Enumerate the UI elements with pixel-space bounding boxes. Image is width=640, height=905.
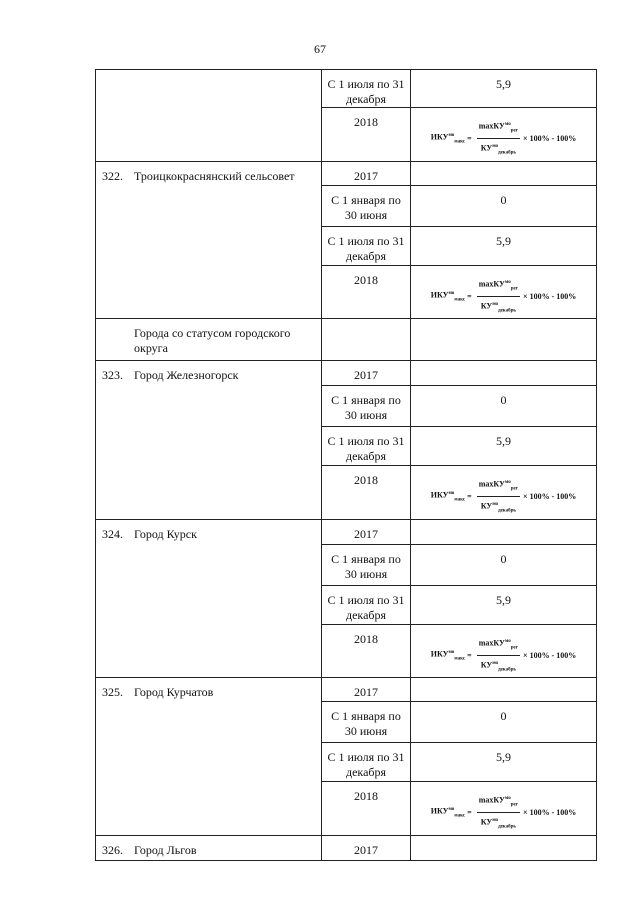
value-cell: [411, 519, 597, 544]
period-cell: [322, 743, 411, 782]
formula-numerator: maxКУ$^{мо}_{рег}$: [477, 634, 520, 656]
period-text: 2018: [354, 631, 378, 646]
formula-tail: × 100% - 100%: [523, 134, 577, 144]
value-text: 5,9: [496, 77, 511, 91]
value-text: 0: [500, 709, 507, 723]
municipality-name: Город Курск: [134, 526, 197, 541]
period-text: С 1 января по 30 июня: [331, 551, 401, 581]
value-cell: [411, 265, 597, 319]
value-cell: [411, 835, 597, 860]
formula-denominator: $КУ^{мо}_{декабрь}$: [480, 817, 517, 830]
municipality-label: [96, 836, 321, 858]
formula-equals: =: [467, 650, 472, 660]
value-text: 0: [500, 551, 507, 566]
period-text: С 1 июля по 31 декабря: [327, 233, 405, 263]
formula: [431, 634, 577, 678]
municipality-cell: [96, 319, 322, 361]
value-cell: [411, 427, 597, 466]
formula-tail: × 100% - 100%: [523, 808, 577, 818]
municipality-label: [96, 319, 321, 356]
period-cell: [322, 185, 411, 226]
value-text: [411, 361, 596, 368]
value-cell: [411, 161, 597, 185]
period-cell: [322, 702, 411, 743]
period-cell: [322, 361, 411, 386]
formula-denominator: $КУ^{мо}_{декабрь}$: [480, 660, 517, 672]
formula-tail: × 100% - 100%: [523, 650, 577, 660]
formula: [431, 475, 577, 519]
period-cell: [322, 108, 411, 162]
value-text: [411, 520, 596, 527]
formula-tail: × 100% - 100%: [523, 492, 577, 502]
period-cell: [322, 678, 411, 702]
value-text: 5,9: [496, 592, 511, 607]
period-text: 2018: [354, 473, 378, 487]
value-cell: [411, 319, 597, 361]
municipality-cell: [96, 835, 322, 860]
value-cell: [411, 544, 597, 585]
formula-equals: =: [467, 291, 472, 301]
formula-denominator: $КУ^{мо}_{декабрь}$: [480, 501, 517, 514]
row-number: [102, 326, 134, 356]
row-number: 326.: [102, 842, 123, 857]
municipality-name: Город Курчатов: [134, 685, 214, 699]
municipality-cell: [96, 361, 322, 520]
value-cell: [411, 743, 597, 782]
period-cell: [322, 226, 411, 265]
municipality-label: [96, 520, 321, 542]
value-cell: [411, 226, 597, 265]
value-text: 0: [500, 192, 507, 207]
period-text: С 1 января по 30 июня: [331, 709, 401, 738]
value-cell: [411, 678, 597, 702]
formula-denominator: $КУ^{мо}_{декабрь}$: [480, 301, 517, 313]
period-cell: [322, 265, 411, 319]
municipality-cell: [96, 678, 322, 836]
formula-container: [411, 466, 596, 519]
value-text: 5,9: [496, 434, 511, 448]
period-cell: [322, 585, 411, 624]
value-cell: [411, 585, 597, 624]
value-cell: [411, 386, 597, 427]
formula-container: [411, 108, 596, 161]
formula-numerator: maxКУ$^{мо}_{рег}$: [477, 117, 520, 139]
period-text: С 1 июля по 31 декабря: [327, 592, 405, 622]
formula-container: [411, 625, 596, 678]
formula: [431, 791, 577, 835]
table-row: [96, 519, 597, 544]
period-text: С 1 июля по 31 декабря: [327, 77, 405, 106]
municipality-cell: [96, 70, 322, 162]
formula-lhs: $ИКУ^{мо}_{макс}$: [430, 290, 466, 302]
value-cell: [411, 185, 597, 226]
row-number: 325.: [102, 685, 123, 699]
period-text: 2018: [354, 272, 378, 287]
municipality-label: [96, 361, 321, 383]
municipality-name: Город Железногорск: [134, 368, 239, 382]
value-cell: [411, 70, 597, 108]
value-text: [411, 319, 596, 326]
table-row: [96, 678, 597, 702]
table-row: [96, 161, 597, 185]
value-cell: [411, 702, 597, 743]
period-cell: [322, 782, 411, 836]
period-text: С 1 июля по 31 декабря: [327, 434, 405, 463]
formula-fraction: [477, 475, 520, 519]
table-body: [96, 70, 597, 861]
formula-equals: =: [467, 134, 472, 144]
row-number: 323.: [102, 368, 123, 382]
formula: [431, 117, 577, 161]
formula-lhs: $ИКУ^{мо}_{макс}$: [430, 806, 466, 819]
formula-lhs: $ИКУ^{мо}_{макс}$: [430, 132, 466, 145]
period-cell: [322, 70, 411, 108]
period-text: 2018: [354, 115, 378, 129]
value-text: [411, 836, 596, 843]
formula-fraction: [477, 791, 520, 835]
value-cell: [411, 782, 597, 836]
period-text: 2017: [354, 168, 378, 183]
period-cell: [322, 544, 411, 585]
period-text: 2017: [354, 368, 378, 382]
formula-numerator: maxКУ$^{мо}_{рег}$: [477, 791, 520, 813]
municipality-cell: [96, 161, 322, 319]
formula-container: [411, 266, 596, 319]
period-cell: [322, 624, 411, 678]
formula-numerator: maxКУ$^{мо}_{рег}$: [477, 475, 520, 497]
formula-lhs: $ИКУ^{мо}_{макс}$: [430, 490, 466, 503]
formula-denominator: $КУ^{мо}_{декабрь}$: [480, 143, 517, 156]
formula-tail: × 100% - 100%: [523, 291, 577, 301]
formula-lhs: $ИКУ^{мо}_{макс}$: [430, 649, 466, 661]
formula-container: [411, 782, 596, 835]
period-text: С 1 января по 30 июня: [331, 192, 401, 222]
formula: [431, 275, 577, 319]
period-cell: [322, 427, 411, 466]
formula-equals: =: [467, 492, 472, 502]
value-cell: [411, 361, 597, 386]
period-text: С 1 июля по 31 декабря: [327, 750, 405, 779]
value-text: 5,9: [496, 750, 511, 764]
period-text: 2017: [354, 842, 378, 857]
period-text: [322, 319, 410, 326]
period-cell: [322, 319, 411, 361]
table-row: [96, 835, 597, 860]
value-text: 5,9: [496, 233, 511, 248]
tariff-table: [95, 69, 597, 861]
formula-numerator: maxКУ$^{мо}_{рег}$: [477, 275, 520, 297]
formula-fraction: [477, 634, 520, 678]
municipality-label: [96, 162, 321, 184]
period-cell: [322, 466, 411, 520]
formula-fraction: [477, 275, 520, 319]
period-cell: [322, 161, 411, 185]
value-text: [411, 162, 596, 169]
value-text: [411, 678, 596, 685]
period-text: С 1 января по 30 июня: [331, 393, 401, 422]
page-number: 67: [314, 42, 326, 56]
period-text: 2017: [354, 526, 378, 541]
table-row: [96, 319, 597, 361]
row-number: 322.: [102, 168, 123, 183]
table-row: [96, 70, 597, 108]
period-text: 2018: [354, 789, 378, 803]
formula-equals: =: [467, 808, 472, 818]
formula-fraction: [477, 117, 520, 161]
value-cell: [411, 466, 597, 520]
municipality-cell: [96, 519, 322, 678]
row-number: 324.: [102, 526, 123, 541]
period-cell: [322, 835, 411, 860]
value-cell: [411, 108, 597, 162]
municipality-name: Город Льгов: [134, 842, 197, 857]
value-text: 0: [500, 393, 507, 407]
municipality-label: [96, 678, 321, 700]
value-cell: [411, 624, 597, 678]
period-text: 2017: [354, 685, 378, 699]
table-row: [96, 361, 597, 386]
period-cell: [322, 519, 411, 544]
municipality-name: Троицкокраснянский сельсовет: [134, 168, 295, 183]
municipality-name: Города со статусом городского округа: [134, 326, 291, 355]
period-cell: [322, 386, 411, 427]
